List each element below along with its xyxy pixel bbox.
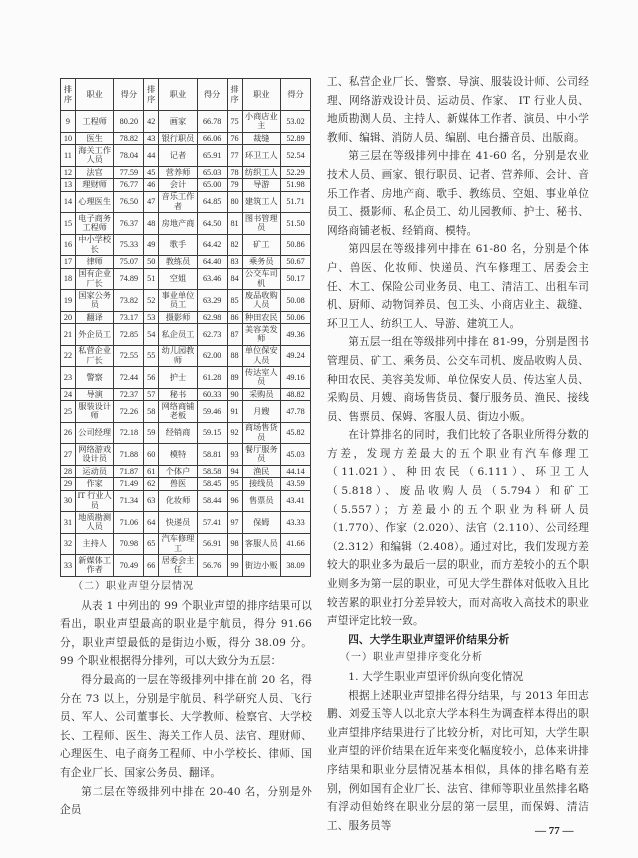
cell-score: 59.15 [197,422,227,444]
cell-score: 64.40 [197,256,227,269]
cell-score: 38.09 [281,555,311,577]
paragraph: 得分最高的一层在等级排列中排在前 20 名，得分在 73 以上，分别是宇航员、科学研究人员、飞行员、军人、公司董事长、大学教师、检察官、大学校长、工程师、医生、海关工作人员、法官、理财师、心理医生、电子商务工程师、中小学校长、律师、国有企业厂长、国家公务员、翻译。 [60,673,312,779]
cell-score: 52.89 [281,132,311,145]
cell-rank: 81 [227,213,242,235]
cell-rank: 99 [227,555,242,577]
cell-rank: 54 [144,324,159,346]
cell-rank: 83 [227,256,242,269]
cell-rank: 64 [144,512,159,534]
paragraph-continuation: 工、私营企业厂长、警察、导演、服装设计师、公司经理、网络游戏设计员、运动员、作家、 IT 行业人员、地质勘测人员、主持人、新媒体工作者、演员、中小学教师、编辑、消防人员、编剧、电台播音员、出版商。 [327,76,589,144]
cell-rank: 77 [227,145,242,167]
cell-score: 71.06 [114,512,144,534]
cell-rank: 25 [61,401,76,423]
cell-occupation: 客服人员 [242,533,281,555]
cell-rank: 79 [227,179,242,192]
cell-occupation: 心理医生 [75,191,114,213]
cell-occupation: 种田农民 [242,311,281,324]
table-header-row [61,79,311,111]
paragraph: 在计算排名的同时，我们比较了各职业所得分数的方差，发现方差最大的五个职业有汽车修理工（11.021）、种田农民（6.111）、环卫工人（5.818）、废品收购人员（5.794）和矿工（5.557）；方差最小的五个职业为科研人员（1.770）、作家（2.020）、法官（2.110）、公司经理（2.312）和编辑（2.408）。通过对比，我们发现方差较大的职业多为最后一层的职业，而方差较小的五个职业则多为第一层的职业，可见大学生群体对低收入且比较苦累的职业打分差异较大，而对高收入高技术的职业声望评定比较一致。 [327,429,589,628]
cell-score: 50.86 [281,234,311,256]
cell-occupation: 居委会主任 [159,555,198,577]
cell-score: 50.08 [281,290,311,312]
cell-score: 76.37 [114,213,144,235]
cell-score: 80.20 [114,111,144,133]
table-row [61,324,311,346]
cell-rank: 91 [227,401,242,423]
cell-score: 48.82 [281,388,311,401]
table-row [61,111,311,133]
cell-occupation: 空姐 [159,268,198,290]
cell-occupation: 工程师 [75,111,114,133]
cell-occupation: 医生 [75,132,114,145]
cell-occupation: 主持人 [75,533,114,555]
cell-rank: 27 [61,444,76,466]
cell-score: 49.16 [281,367,311,389]
cell-occupation: 护士 [159,367,198,389]
cell-score: 62.00 [197,345,227,367]
cell-rank: 58 [144,401,159,423]
table-row [61,388,311,401]
cell-score: 78.82 [114,132,144,145]
cell-score: 49.24 [281,345,311,367]
cell-occupation: 餐厅服务员 [242,444,281,466]
cell-score: 52.54 [281,145,311,167]
cell-rank: 16 [61,234,76,256]
header-rank: 排序 [144,79,159,111]
cell-occupation: 保姆 [242,512,281,534]
cell-score: 73.17 [114,311,144,324]
cell-rank: 18 [61,268,76,290]
cell-occupation: 海关工作人员 [75,145,114,167]
cell-occupation: 导演 [75,388,114,401]
table-row [61,132,311,145]
cell-rank: 60 [144,444,159,466]
cell-occupation: 汽车修理工 [159,533,198,555]
header-score: 得分 [281,79,311,111]
cell-score: 72.37 [114,388,144,401]
cell-rank: 33 [61,555,76,577]
cell-score: 75.33 [114,234,144,256]
cell-occupation: 音乐工作者 [159,191,198,213]
table-row [61,533,311,555]
cell-occupation: 月嫂 [242,401,281,423]
header-score: 得分 [197,79,227,111]
cell-rank: 85 [227,290,242,312]
cell-rank: 44 [144,145,159,167]
cell-rank: 45 [144,166,159,179]
cell-score: 70.49 [114,555,144,577]
cell-occupation: 记者 [159,145,198,167]
cell-score: 44.14 [281,465,311,478]
table-row [61,555,311,577]
paragraph: 第二层在等级排列中排在 20-40 名，分别是外企员 [60,785,312,817]
header-rank: 排序 [61,79,76,111]
cell-occupation: 街边小贩 [242,555,281,577]
cell-score: 73.82 [114,290,144,312]
cell-score: 64.85 [197,191,227,213]
cell-score: 49.36 [281,324,311,346]
cell-occupation: 裁缝 [242,132,281,145]
cell-score: 43.33 [281,512,311,534]
cell-score: 78.04 [114,145,144,167]
cell-score: 58.45 [197,478,227,491]
cell-occupation: 网络游戏设计员 [75,444,114,466]
table-row [61,234,311,256]
header-occupation: 职业 [242,79,281,111]
cell-rank: 57 [144,388,159,401]
cell-rank: 20 [61,311,76,324]
cell-occupation: 公司经理 [75,422,114,444]
cell-score: 66.78 [197,111,227,133]
cell-score: 53.02 [281,111,311,133]
left-text-column [60,578,312,820]
cell-score: 71.87 [114,465,144,478]
table-row [61,478,311,491]
table-row [61,465,311,478]
cell-score: 58.81 [197,444,227,466]
cell-occupation: 私企员工 [159,324,198,346]
cell-score: 63.29 [197,290,227,312]
subheading-ranking-change: （一）职业声望排序变化分析 [340,652,483,664]
page-number: — 77 — [535,825,574,837]
table-row [61,444,311,466]
cell-rank: 84 [227,268,242,290]
cell-score: 64.42 [197,234,227,256]
cell-occupation: 秘书 [159,388,198,401]
table-row [61,268,311,290]
cell-occupation: 国有企业厂长 [75,268,114,290]
cell-occupation: 网络商铺老板 [159,401,198,423]
cell-score: 43.41 [281,490,311,512]
table-row [61,256,311,269]
cell-rank: 76 [227,132,242,145]
cell-occupation: 商场售货员 [242,422,281,444]
cell-score: 62.98 [197,311,227,324]
cell-rank: 88 [227,345,242,367]
cell-rank: 14 [61,191,76,213]
cell-score: 45.03 [281,444,311,466]
cell-score: 45.82 [281,422,311,444]
paragraph: 从表 1 中列出的 99 个职业声望的排序结果可以看出，职业声望最高的职业是宇航员，得分 91.66 分，职业声望最低的是街边小贩，得分 38.09 分。99 个职业根据得分排列，可以大致分为五层： [60,599,312,668]
cell-occupation: 运动员 [75,465,114,478]
cell-score: 71.34 [114,490,144,512]
cell-rank: 15 [61,213,76,235]
cell-occupation: 售票员 [242,490,281,512]
paragraph: 第五层一组在等级排列中排在 81-99，分别是图书管理员、矿工、乘务员、公交车司机、废品收购人员、种田农民、美容美发师、单位保安人员、传达室人员、采购员、月嫂、商场售货员、餐厅服务员、渔民、接线员、售票员、保姆、客服人员、街边小贩。 [327,336,589,423]
cell-rank: 42 [144,111,159,133]
cell-score: 56.76 [197,555,227,577]
cell-occupation: 兽医 [159,478,198,491]
cell-occupation: 国家公务员 [75,290,114,312]
cell-rank: 47 [144,191,159,213]
table-row [61,179,311,192]
occupation-prestige-table [60,78,311,577]
cell-score: 65.00 [197,179,227,192]
cell-score: 51.98 [281,179,311,192]
cell-occupation: 新媒体工作者 [75,555,114,577]
cell-occupation: 渔民 [242,465,281,478]
cell-score: 75.07 [114,256,144,269]
table-row [61,422,311,444]
cell-occupation: 画家 [159,111,198,133]
cell-occupation: 采购员 [242,388,281,401]
header-occupation: 职业 [159,79,198,111]
cell-occupation: 作家 [75,478,114,491]
right-text-column [327,73,589,835]
cell-rank: 49 [144,234,159,256]
cell-rank: 11 [61,145,76,167]
cell-rank: 12 [61,166,76,179]
cell-score: 76.50 [114,191,144,213]
cell-score: 51.50 [281,213,311,235]
cell-rank: 19 [61,290,76,312]
cell-occupation: 化妆师 [159,490,198,512]
cell-score: 71.49 [114,478,144,491]
header-occupation: 职业 [75,79,114,111]
cell-rank: 87 [227,324,242,346]
cell-occupation: 矿工 [242,234,281,256]
cell-rank: 23 [61,367,76,389]
table-row [61,166,311,179]
cell-occupation: IT 行业人员 [75,490,114,512]
cell-occupation: 事业单位员工 [159,290,198,312]
cell-occupation: 快递员 [159,512,198,534]
cell-score: 50.06 [281,311,311,324]
cell-rank: 56 [144,367,159,389]
paragraph: 第三层在等级排列中排在 41-60 名，分别是农业技术人员、画家、银行职员、记者、营养师、会计、音乐工作者、房地产商、歌手、教练员、空姐、事业单位员工、摄影师、私企员工、幼儿园教师、护士、秘书、网络商铺老板、经销商、模特。 [327,150,589,237]
cell-rank: 96 [227,490,242,512]
cell-score: 76.77 [114,179,144,192]
cell-occupation: 导游 [242,179,281,192]
cell-score: 77.59 [114,166,144,179]
cell-rank: 24 [61,388,76,401]
cell-rank: 26 [61,422,76,444]
subsubheading: 1. 大学生职业声望评价纵向变化情况 [348,671,524,683]
cell-rank: 62 [144,478,159,491]
cell-rank: 55 [144,345,159,367]
cell-rank: 97 [227,512,242,534]
cell-occupation: 歌手 [159,234,198,256]
cell-rank: 89 [227,367,242,389]
cell-rank: 63 [144,490,159,512]
cell-occupation: 银行职员 [159,132,198,145]
table-row [61,490,311,512]
cell-score: 71.88 [114,444,144,466]
cell-occupation: 理财师 [75,179,114,192]
cell-occupation: 外企员工 [75,324,114,346]
cell-occupation: 美容美发师 [242,324,281,346]
cell-occupation: 中小学校长 [75,234,114,256]
cell-occupation: 经销商 [159,422,198,444]
table-row [61,401,311,423]
cell-score: 41.66 [281,533,311,555]
cell-score: 52.29 [281,166,311,179]
cell-rank: 51 [144,268,159,290]
cell-score: 72.55 [114,345,144,367]
cell-rank: 28 [61,465,76,478]
cell-rank: 21 [61,324,76,346]
cell-rank: 59 [144,422,159,444]
cell-rank: 53 [144,311,159,324]
paragraph: 根据上述职业声望排名得分结果，与 2013 年田志鹏、刘爱玉等人以北京大学本科生为调查样本得出的职业声望排序结果进行了比较分析，对比可知，大学生职业声望的评价结果在近年来变化幅度较小，总体来讲排序结果和职业分层情况基本相似，具体的排名略有差别，例如国有企业厂长、法官、律师等职业虽然排名略有浮动但始终在职业分层的第一层里，而保姆、清洁工、服务员等 [327,689,589,832]
cell-rank: 86 [227,311,242,324]
cell-occupation: 传达室人员 [242,367,281,389]
table-row [61,145,311,167]
cell-rank: 93 [227,444,242,466]
cell-occupation: 会计 [159,179,198,192]
cell-score: 43.59 [281,478,311,491]
header-rank: 排序 [227,79,242,111]
cell-rank: 22 [61,345,76,367]
cell-rank: 65 [144,533,159,555]
cell-score: 70.98 [114,533,144,555]
cell-rank: 95 [227,478,242,491]
cell-rank: 9 [61,111,76,133]
cell-rank: 30 [61,490,76,512]
cell-score: 51.71 [281,191,311,213]
cell-score: 63.46 [197,268,227,290]
cell-occupation: 私营企业厂长 [75,345,114,367]
cell-score: 74.89 [114,268,144,290]
cell-rank: 31 [61,512,76,534]
cell-score: 56.91 [197,533,227,555]
cell-rank: 52 [144,290,159,312]
cell-rank: 13 [61,179,76,192]
cell-occupation: 教练员 [159,256,198,269]
cell-occupation: 摄影师 [159,311,198,324]
cell-score: 66.06 [197,132,227,145]
cell-rank: 10 [61,132,76,145]
header-score: 得分 [114,79,144,111]
cell-rank: 61 [144,465,159,478]
subheading-stratification: （二）职业声望分层情况 [73,581,194,592]
cell-rank: 78 [227,166,242,179]
cell-occupation: 小商店业主 [242,111,281,133]
cell-occupation: 单位保安人员 [242,345,281,367]
cell-rank: 98 [227,533,242,555]
cell-occupation: 公交车司机 [242,268,281,290]
cell-occupation: 律师 [75,256,114,269]
cell-score: 58.58 [197,465,227,478]
paragraph: 第四层在等级排列中排在 61-80 名，分别是个体户、兽医、化妆师、快递员、汽车修理工、居委会主任、木工、保险公司业务员、电工、清洁工、出租车司机、厨师、动物饲养员、包工头、小商店业主、裁缝、环卫工人、纺织工人、导游、建筑工人。 [327,243,589,330]
table-row [61,311,311,324]
cell-occupation: 建筑工人 [242,191,281,213]
cell-rank: 46 [144,179,159,192]
cell-occupation: 电子商务工程师 [75,213,114,235]
table-row [61,367,311,389]
cell-occupation: 警察 [75,367,114,389]
cell-rank: 50 [144,256,159,269]
cell-occupation: 环卫工人 [242,145,281,167]
cell-rank: 90 [227,388,242,401]
cell-occupation: 营养师 [159,166,198,179]
table-row [61,512,311,534]
cell-rank: 94 [227,465,242,478]
cell-score: 59.46 [197,401,227,423]
cell-occupation: 图书管理员 [242,213,281,235]
cell-rank: 32 [61,533,76,555]
cell-score: 72.85 [114,324,144,346]
cell-rank: 17 [61,256,76,269]
cell-rank: 80 [227,191,242,213]
cell-score: 72.18 [114,422,144,444]
cell-score: 72.44 [114,367,144,389]
table-row [61,213,311,235]
cell-score: 60.33 [197,388,227,401]
section-heading: 四、大学生职业声望评价结果分析 [348,633,510,646]
cell-occupation: 房地产商 [159,213,198,235]
table-row [61,191,311,213]
cell-occupation: 个体户 [159,465,198,478]
cell-score: 50.67 [281,256,311,269]
cell-score: 65.91 [197,145,227,167]
cell-occupation: 地质勘测人员 [75,512,114,534]
cell-occupation: 翻译 [75,311,114,324]
cell-rank: 66 [144,555,159,577]
cell-occupation: 乘务员 [242,256,281,269]
cell-score: 50.17 [281,268,311,290]
cell-occupation: 纺织工人 [242,166,281,179]
cell-score: 58.44 [197,490,227,512]
cell-score: 47.78 [281,401,311,423]
cell-rank: 92 [227,422,242,444]
cell-rank: 82 [227,234,242,256]
cell-occupation: 法官 [75,166,114,179]
cell-occupation: 接线员 [242,478,281,491]
cell-score: 65.03 [197,166,227,179]
cell-rank: 43 [144,132,159,145]
table-row [61,345,311,367]
cell-score: 62.73 [197,324,227,346]
cell-occupation: 模特 [159,444,198,466]
cell-score: 72.26 [114,401,144,423]
table-row [61,290,311,312]
cell-rank: 75 [227,111,242,133]
cell-rank: 48 [144,213,159,235]
cell-rank: 29 [61,478,76,491]
cell-score: 57.41 [197,512,227,534]
cell-score: 61.28 [197,367,227,389]
cell-occupation: 废品收购人员 [242,290,281,312]
cell-occupation: 服装设计师 [75,401,114,423]
cell-score: 64.50 [197,213,227,235]
table-body [61,111,311,577]
cell-occupation: 幼儿园教师 [159,345,198,367]
